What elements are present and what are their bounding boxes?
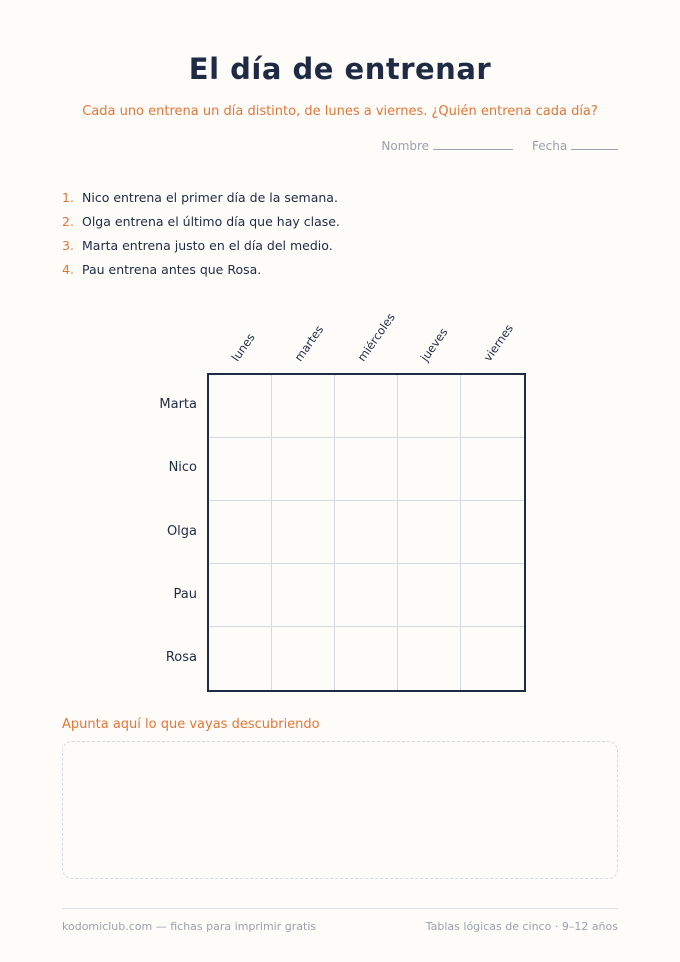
- grid-cell[interactable]: [335, 438, 398, 501]
- grid-cell[interactable]: [461, 438, 524, 501]
- row-header-pau: Pau: [173, 587, 197, 602]
- notes-box[interactable]: [62, 741, 618, 879]
- grid-cell[interactable]: [398, 438, 461, 501]
- clue-text: Olga entrena el último día que hay clase.: [82, 214, 340, 229]
- grid-cell[interactable]: [209, 627, 272, 690]
- date-field[interactable]: [571, 140, 618, 150]
- row-header-marta: Marta: [159, 397, 197, 412]
- row-header-olga: Olga: [166, 524, 197, 539]
- column-header-viernes: viernes: [480, 321, 517, 364]
- name-label: Nombre: [381, 139, 430, 153]
- name-field[interactable]: [433, 140, 513, 150]
- grid-cell[interactable]: [209, 501, 272, 564]
- clue-list: [62, 190, 340, 286]
- clue-number: 1.: [62, 190, 74, 205]
- grid-cell[interactable]: [272, 375, 335, 438]
- clue-number: 2.: [62, 214, 74, 229]
- grid-cell[interactable]: [335, 375, 398, 438]
- grid-cell[interactable]: [335, 627, 398, 690]
- grid-cell[interactable]: [461, 501, 524, 564]
- column-header-lunes: lunes: [228, 330, 258, 364]
- page-title: El día de entrenar: [188, 52, 492, 86]
- grid-cell[interactable]: [335, 501, 398, 564]
- grid-cell[interactable]: [461, 564, 524, 627]
- grid-cell[interactable]: [272, 501, 335, 564]
- grid-cell[interactable]: [461, 375, 524, 438]
- grid-cell[interactable]: [272, 564, 335, 627]
- grid-cell[interactable]: [209, 438, 272, 501]
- footer-series: Tablas lógicas de cinco · 9–12 años: [425, 920, 618, 933]
- column-header-jueves: jueves: [417, 325, 451, 364]
- grid-cell[interactable]: [209, 564, 272, 627]
- logic-grid: [207, 373, 526, 692]
- clue-item: [62, 238, 340, 262]
- clue-text: Marta entrena justo en el día del medio.: [82, 238, 333, 253]
- grid-cell[interactable]: [272, 627, 335, 690]
- clue-item: [62, 190, 340, 214]
- grid-cell[interactable]: [398, 501, 461, 564]
- notes-label: Apunta aquí lo que vayas descubriendo: [62, 717, 320, 732]
- date-label: Fecha: [531, 139, 568, 153]
- grid-cell[interactable]: [209, 375, 272, 438]
- clue-item: [62, 214, 340, 238]
- row-header-rosa: Rosa: [165, 650, 197, 665]
- grid-cell[interactable]: [335, 564, 398, 627]
- grid-cell[interactable]: [461, 627, 524, 690]
- grid-cell[interactable]: [398, 627, 461, 690]
- page-subtitle: Cada uno entrena un día distinto, de lunes a viernes. ¿Quién entrena cada día?: [82, 104, 598, 119]
- clue-item: [62, 262, 340, 286]
- footer-divider: [62, 908, 618, 909]
- column-header-martes: martes: [291, 322, 327, 364]
- footer-site: kodomiclub.com — fichas para imprimir gratis: [62, 920, 317, 933]
- name-date-fields: [381, 139, 618, 153]
- column-header-miercoles: miércoles: [354, 310, 398, 364]
- clue-number: 3.: [62, 238, 74, 253]
- clue-number: 4.: [62, 262, 74, 277]
- clue-text: Pau entrena antes que Rosa.: [82, 262, 262, 277]
- grid-cell[interactable]: [398, 564, 461, 627]
- grid-cell[interactable]: [272, 438, 335, 501]
- row-header-nico: Nico: [168, 460, 197, 475]
- grid-cell[interactable]: [398, 375, 461, 438]
- clue-text: Nico entrena el primer día de la semana.: [82, 190, 338, 205]
